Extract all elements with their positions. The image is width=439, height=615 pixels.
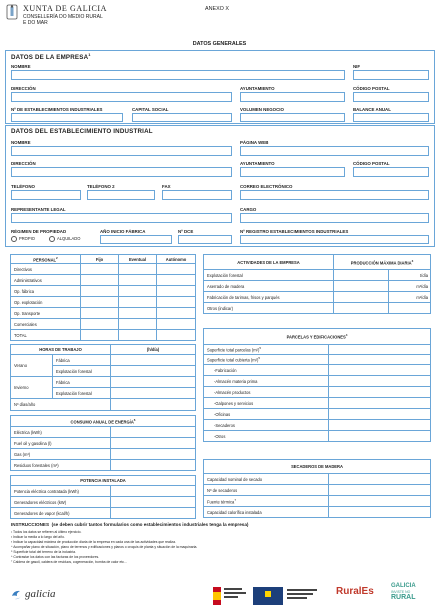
actividades-table bbox=[203, 254, 431, 314]
horas-table bbox=[10, 344, 196, 411]
propio-radio[interactable] bbox=[11, 236, 17, 242]
parcelas-cell[interactable] bbox=[329, 431, 431, 442]
horas-cell[interactable] bbox=[111, 377, 196, 388]
energia-cell[interactable] bbox=[111, 427, 196, 438]
personal-col-eventual: Eventual bbox=[119, 255, 157, 264]
empresa-nif-label: NIF bbox=[353, 64, 361, 69]
galicia-logo: galicia bbox=[10, 585, 70, 605]
produccion-cell[interactable] bbox=[334, 281, 389, 292]
empresa-ayuntamiento-field[interactable] bbox=[240, 92, 345, 102]
parcelas-item: -Otros bbox=[204, 431, 329, 442]
est-telefono-label: TELÉFONO bbox=[11, 184, 35, 189]
instruccion-note: ² Indicar la media a lo largo del año. bbox=[11, 535, 65, 539]
est-cp-label: CÓDIGO POSTAL bbox=[353, 161, 390, 166]
personal-cell[interactable] bbox=[81, 297, 119, 308]
est-representante-label: REPRESENTANTE LEGAL bbox=[11, 207, 66, 212]
energia-cell[interactable] bbox=[111, 438, 196, 449]
produccion-cell[interactable] bbox=[334, 270, 389, 281]
potencia-header: POTENCIA INSTALADA bbox=[11, 476, 196, 486]
empresa-volumen-label: VOLUMEN NEGOCIO bbox=[240, 107, 284, 112]
actividad-label: Explotación forestal bbox=[204, 270, 334, 281]
empresa-capital-field[interactable] bbox=[132, 113, 232, 122]
parcelas-item: -Secaderos bbox=[204, 420, 329, 431]
instruccion-note: ⁷ Caldera de gasoil, caldera de residuos, cogeneración, bomba de calor etc... bbox=[11, 560, 127, 564]
parcelas-cell[interactable] bbox=[329, 365, 431, 376]
parcelas-cell[interactable] bbox=[329, 387, 431, 398]
horas-explotacion-label: Explotación forestal bbox=[53, 388, 111, 399]
personal-cell[interactable] bbox=[119, 286, 157, 297]
dept-line-1: CONSELLERÍA DO MEDIO RURAL bbox=[23, 14, 103, 20]
est-correo-label: CORREO ELECTRÓNICO bbox=[240, 184, 293, 189]
secaderos-table bbox=[203, 459, 431, 518]
parcelas-total-label: Superficie total parcelas $(m^2)^5$ bbox=[204, 345, 329, 355]
page-title: DATOS GENERALES bbox=[192, 41, 247, 47]
empresa-balance-field[interactable] bbox=[353, 113, 429, 122]
personal-cell[interactable] bbox=[157, 264, 196, 275]
parcelas-cell[interactable] bbox=[329, 420, 431, 431]
personal-row-label: Comerciales bbox=[11, 319, 81, 330]
est-ayuntamiento-field[interactable] bbox=[240, 167, 345, 177]
personal-cell[interactable] bbox=[81, 319, 119, 330]
potencia-table bbox=[10, 475, 196, 519]
horas-unit: (h/día) bbox=[111, 345, 196, 355]
est-direccion-field[interactable] bbox=[11, 167, 232, 177]
est-cargo-label: CARGO bbox=[240, 207, 257, 212]
produccion-unit: m²/día bbox=[389, 292, 431, 303]
horas-explotacion-label: Explotación forestal bbox=[53, 366, 111, 377]
empresa-direccion-field[interactable] bbox=[11, 92, 232, 102]
secaderos-header: SECADEROS DE MADERA bbox=[204, 460, 431, 474]
empresa-direccion-label: DIRECCIÓN bbox=[11, 86, 36, 91]
est-nombre-label: NOMBRE bbox=[11, 140, 31, 145]
org-name: XUNTA DE GALICIA bbox=[23, 4, 108, 13]
empresa-volumen-field[interactable] bbox=[240, 113, 345, 122]
est-cp-field[interactable] bbox=[353, 167, 429, 177]
empresa-n-establecimientos-field[interactable] bbox=[11, 113, 123, 122]
horas-invierno-label: Invierno bbox=[11, 377, 53, 399]
produccion-cell[interactable] bbox=[334, 303, 389, 314]
est-dce-field[interactable] bbox=[178, 235, 232, 244]
empresa-cp-field[interactable] bbox=[353, 92, 429, 102]
est-registro-field[interactable] bbox=[240, 235, 429, 244]
parcelas-cell[interactable] bbox=[329, 376, 431, 387]
potencia-cell[interactable] bbox=[111, 508, 196, 519]
energia-label: Eléctrica (kWh) bbox=[11, 427, 111, 438]
personal-cell[interactable] bbox=[81, 264, 119, 275]
actividad-label: Otros (indicar) bbox=[204, 303, 334, 314]
alquilado-radio[interactable] bbox=[49, 236, 55, 242]
personal-cell[interactable] bbox=[157, 319, 196, 330]
potencia-cell[interactable] bbox=[111, 497, 196, 508]
est-anio-label: AÑO INICIO FÁBRICA bbox=[100, 229, 146, 234]
annex-label: ANEXO X bbox=[205, 6, 229, 12]
parcelas-cell[interactable] bbox=[329, 409, 431, 420]
parcelas-cell[interactable] bbox=[329, 398, 431, 409]
energia-label: Residuos forestales (m³) bbox=[11, 460, 111, 471]
parcelas-item: -Almacén productos bbox=[204, 387, 329, 398]
potencia-label: Potencia eléctrica contratada (kWh) bbox=[11, 486, 111, 497]
personal-cell[interactable] bbox=[81, 275, 119, 286]
energia-cell[interactable] bbox=[111, 449, 196, 460]
personal-cell[interactable] bbox=[157, 297, 196, 308]
personal-cell[interactable] bbox=[81, 286, 119, 297]
personal-cell[interactable] bbox=[157, 275, 196, 286]
est-telefono-field[interactable] bbox=[11, 190, 81, 200]
horas-header: HORAS DE TRABAJO bbox=[11, 345, 111, 355]
regimen-alquilado-option[interactable]: ALQUILADO bbox=[49, 236, 80, 242]
est-web-label: PÁGINA WEB bbox=[240, 140, 269, 145]
parcelas-table bbox=[203, 328, 431, 442]
personal-row-label: Administrativos bbox=[11, 275, 81, 286]
est-fax-field[interactable] bbox=[162, 190, 232, 200]
energia-header: CONSUMO ANUAL DE ENERGÍA$^6$ bbox=[11, 416, 196, 427]
secaderos-cell[interactable] bbox=[329, 474, 431, 485]
xunta-logo bbox=[4, 4, 20, 21]
personal-cell[interactable] bbox=[119, 264, 157, 275]
establecimiento-title: DATOS DEL ESTABLECIMIENTO INDUSTRIAL bbox=[11, 128, 153, 135]
produccion-cell[interactable] bbox=[334, 292, 389, 303]
empresa-cp-label: CÓDIGO POSTAL bbox=[353, 86, 390, 91]
personal-row-label: Op. fábrica bbox=[11, 286, 81, 297]
horas-cell[interactable] bbox=[111, 366, 196, 377]
empresa-nombre-field[interactable] bbox=[11, 70, 345, 80]
est-correo-field[interactable] bbox=[240, 190, 429, 200]
horas-cell[interactable] bbox=[111, 399, 196, 411]
horas-fabrica-label: Fábrica bbox=[53, 377, 111, 388]
personal-cell[interactable] bbox=[157, 330, 196, 341]
est-fax-label: FAX bbox=[162, 184, 171, 189]
parcelas-cell[interactable] bbox=[329, 345, 431, 355]
parcelas-header: PARCELAS Y EDIFICACIONES$^4$ bbox=[204, 329, 431, 345]
empresa-balance-label: BALANCE ANUAL bbox=[353, 107, 391, 112]
produccion-unit: t/día bbox=[389, 270, 431, 281]
potencia-label: Generadores de vapor (kcal/h) bbox=[11, 508, 111, 519]
personal-cell[interactable] bbox=[157, 308, 196, 319]
parcelas-item: -Fabricación bbox=[204, 365, 329, 376]
establecimiento-section bbox=[5, 125, 435, 247]
est-cargo-field[interactable] bbox=[240, 213, 429, 223]
galicia-swirl-icon bbox=[10, 588, 24, 602]
personal-cell[interactable] bbox=[119, 275, 157, 286]
est-web-field[interactable] bbox=[240, 146, 429, 156]
est-dce-label: Nº DCE bbox=[178, 229, 194, 234]
parcelas-item: -Almacén materia prima bbox=[204, 376, 329, 387]
est-direccion-label: DIRECCIÓN bbox=[11, 161, 36, 166]
actividad-label: Aserrado de madera bbox=[204, 281, 334, 292]
empresa-n-establecimientos-label: Nº DE ESTABLECIMIENTOS INDUSTRIALES bbox=[11, 107, 103, 112]
gobierno-espana-logo bbox=[213, 585, 325, 607]
personal-row-label: Op. explotación bbox=[11, 297, 81, 308]
personal-row-label: Directivos bbox=[11, 264, 81, 275]
est-ayuntamiento-label: AYUNTAMIENTO bbox=[240, 161, 275, 166]
est-nombre-field[interactable] bbox=[11, 146, 232, 156]
est-telefono2-label: TELÉFONO 2 bbox=[87, 184, 115, 189]
personal-col-fijo: Fijo bbox=[81, 255, 119, 264]
rurales-logo: RuralEs bbox=[336, 586, 374, 597]
personal-cell[interactable] bbox=[119, 330, 157, 341]
galicia-rural-logo: GALICIA INVISTE NO RURAL bbox=[391, 583, 416, 601]
instruccion-note: ³ Indicar la capacidad máxima de producción diaria de la empresa en cada una de las actividades que realiza. bbox=[11, 540, 176, 544]
instrucciones-heading: INSTRUCCIONES (se deben cubrir tantos formularios como establecimientos industriales tenga la empresa) bbox=[11, 522, 249, 527]
personal-cell[interactable] bbox=[81, 330, 119, 341]
instruccion-note: ⁶ Contrastar los datos con las facturas de los proveedores. bbox=[11, 555, 100, 559]
secaderos-label: Fuente térmica$^7$ bbox=[204, 496, 329, 507]
actividades-header: ACTIVIDADES DE LA EMPRESA bbox=[204, 255, 334, 270]
horas-cell[interactable] bbox=[111, 355, 196, 366]
est-regimen-label: RÉGIMEN DE PROPIEDAD bbox=[11, 229, 67, 234]
personal-cell[interactable] bbox=[119, 319, 157, 330]
personal-cell[interactable] bbox=[119, 297, 157, 308]
personal-table bbox=[10, 254, 196, 341]
secaderos-cell[interactable] bbox=[329, 485, 431, 496]
personal-header: PERSONAL$^2$ bbox=[11, 255, 81, 264]
instruccion-note: ⁴ Acompañar plano de situación, plano de terrenos y edificaciones y planos o croquis de planta y situación de la maquinaria. bbox=[11, 545, 198, 549]
personal-cell[interactable] bbox=[119, 308, 157, 319]
empresa-title: DATOS DE LA EMPRESA$^1$ bbox=[11, 52, 91, 62]
parcelas-item: -Galpones y servicios bbox=[204, 398, 329, 409]
empresa-nif-field[interactable] bbox=[353, 70, 429, 80]
instruccion-note: ⁵ Superficie total del terreno de la industria. bbox=[11, 550, 76, 554]
dept-line-2: E DO MAR bbox=[23, 20, 48, 26]
personal-cell[interactable] bbox=[157, 286, 196, 297]
produccion-unit: m³/día bbox=[389, 281, 431, 292]
personal-cell[interactable] bbox=[81, 308, 119, 319]
est-anio-field[interactable] bbox=[100, 235, 172, 244]
horas-dias-label: Nº días/año bbox=[11, 399, 111, 411]
energia-label: Gas (m³) bbox=[11, 449, 111, 460]
secaderos-label: Nº de secaderos bbox=[204, 485, 329, 496]
empresa-nombre-label: NOMBRE bbox=[11, 64, 31, 69]
empresa-capital-label: CAPITAL SOCIAL bbox=[132, 107, 169, 112]
produccion-unit bbox=[389, 303, 431, 314]
potencia-cell[interactable] bbox=[111, 486, 196, 497]
instruccion-note: ¹ Todos los datos se refieren al último ejercicio. bbox=[11, 530, 82, 534]
secaderos-cell[interactable] bbox=[329, 507, 431, 518]
energia-table bbox=[10, 415, 196, 471]
energia-cell[interactable] bbox=[111, 460, 196, 471]
potencia-label: Generadores eléctricos (kW) bbox=[11, 497, 111, 508]
personal-row-label: Op. transporte bbox=[11, 308, 81, 319]
regimen-propio-option[interactable]: PROPIO bbox=[11, 236, 35, 242]
actividad-label: Fabricación de tarimas, frisos y parqués bbox=[204, 292, 334, 303]
energia-label: Fuel oil y gasolina (l) bbox=[11, 438, 111, 449]
horas-fabrica-label: Fábrica bbox=[53, 355, 111, 366]
parcelas-cell[interactable] bbox=[329, 355, 431, 365]
secaderos-cell[interactable] bbox=[329, 496, 431, 507]
est-representante-field[interactable] bbox=[11, 213, 232, 223]
parcelas-item: -Oficinas bbox=[204, 409, 329, 420]
secaderos-label: Capacidad nominal de secado bbox=[204, 474, 329, 485]
horas-verano-label: Verano bbox=[11, 355, 53, 377]
cubierta-total-label: Superficie total cubierta $(m^2)^5$ bbox=[204, 355, 329, 365]
est-telefono2-field[interactable] bbox=[87, 190, 155, 200]
empresa-ayuntamiento-label: AYUNTAMIENTO bbox=[240, 86, 275, 91]
personal-col-autonomo: Autónomo bbox=[157, 255, 196, 264]
produccion-header: PRODUCCIÓN MÁXIMA DIARIA$^3$ bbox=[334, 255, 431, 270]
personal-row-label: TOTAL bbox=[11, 330, 81, 341]
secaderos-label: Capacidad calorífica instalada bbox=[204, 507, 329, 518]
horas-cell[interactable] bbox=[111, 388, 196, 399]
est-registro-label: Nº REGISTRO ESTABLECIMIENTOS INDUSTRIALES bbox=[240, 229, 349, 234]
